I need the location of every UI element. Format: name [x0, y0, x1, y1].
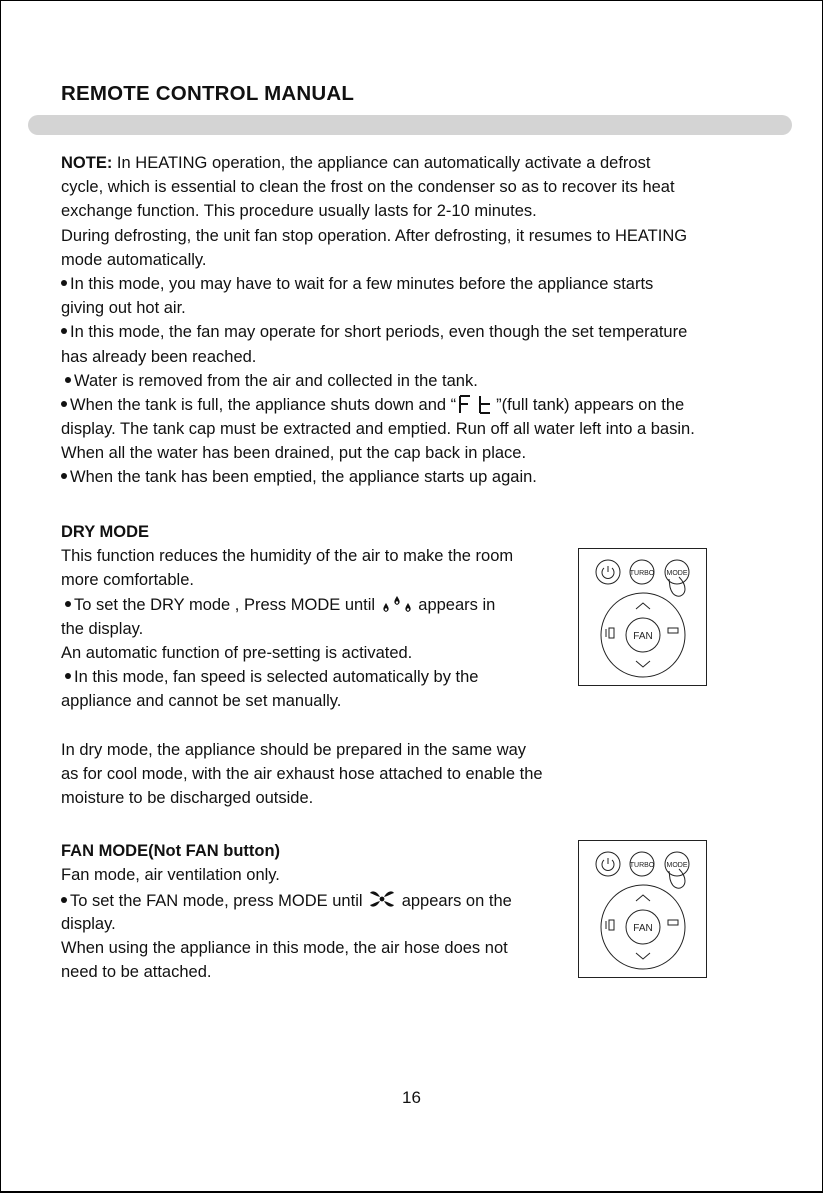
bullet-icon	[61, 401, 67, 407]
fan-icon	[367, 887, 397, 911]
page-title: REMOTE CONTROL MANUAL	[61, 82, 355, 105]
dry-bullet-1: To set the DRY mode , Press MODE until appears in	[61, 593, 543, 617]
bullet-icon	[65, 601, 71, 607]
dry-line-9: as for cool mode, with the air exhaust hose attached to enable the	[61, 764, 543, 783]
dry-line-1: This function reduces the humidity of the air to make the room	[61, 547, 514, 566]
note-line-5: mode automatically.	[61, 250, 207, 269]
fan-line-3: display.	[61, 914, 116, 933]
dry-line-2: more comfortable.	[61, 571, 194, 590]
bullet-icon	[65, 377, 71, 383]
dry-drops-icon	[380, 593, 414, 615]
note-line-7: giving out hot air.	[61, 299, 186, 318]
note-line-4: During defrosting, the unit fan stop operation. After defrosting, it resumes to HEATING	[61, 226, 688, 245]
dry-line-8: In dry mode, the appliance should be prepared in the same way	[61, 740, 527, 759]
note-bullet-3: Water is removed from the air and collected in the tank.	[61, 369, 695, 393]
dry-line-7: appliance and cannot be set manually.	[61, 692, 342, 711]
turbo-label: TURBO	[629, 570, 655, 577]
title-divider-bar	[28, 115, 792, 135]
fan-line-4: When using the appliance in this mode, the air hose does not	[61, 938, 508, 957]
page-number: 16	[402, 1088, 421, 1107]
dry-line-5: An automatic function of pre-setting is activated.	[61, 643, 413, 662]
bullet-icon	[65, 673, 71, 679]
note-line-13: When all the water has been drained, put the cap back in place.	[61, 444, 527, 463]
fan-mode-section	[61, 839, 512, 984]
dry-line-10: moisture to be discharged outside.	[61, 789, 314, 808]
note-bullet-1: In this mode, you may have to wait for a few minutes before the appliance starts	[61, 272, 695, 296]
dry-mode-heading: DRY MODE	[61, 523, 150, 541]
note-line-9: has already been reached.	[61, 347, 257, 366]
remote-panel-icon	[579, 841, 706, 977]
dry-spacer	[61, 714, 543, 738]
dry-line-4: the display.	[61, 619, 144, 638]
note-bullet-5: When the tank has been emptied, the appliance starts up again.	[61, 465, 695, 489]
turbo-label: TURBO	[629, 862, 655, 869]
bullet-icon	[61, 280, 67, 286]
fan-label: FAN	[633, 631, 653, 642]
fan-line-1: Fan mode, air ventilation only.	[61, 866, 280, 885]
mode-label: MODE	[666, 862, 688, 869]
note-line-1: NOTE: In HEATING operation, the appliance can automatically activate a defrost	[61, 154, 651, 172]
mode-label: MODE	[666, 570, 688, 577]
bullet-icon	[61, 897, 67, 903]
note-line-2: cycle, which is essential to clean the frost on the condenser so as to recover its heat	[61, 178, 675, 197]
bullet-icon	[61, 328, 67, 334]
remote-panel-icon	[579, 549, 706, 685]
remote-illustration-dry	[578, 548, 707, 686]
fan-mode-heading: FAN MODE(Not FAN button)	[61, 842, 281, 860]
fan-line-5: need to be attached.	[61, 962, 212, 981]
note-bullet-4: When the tank is full, the appliance shuts down and “ FT ”(full tank) appears on the	[61, 393, 695, 417]
note-section	[61, 151, 695, 490]
dry-mode-section	[61, 520, 543, 810]
ft-display-icon	[456, 393, 496, 415]
bullet-icon	[61, 473, 67, 479]
dry-bullet-2: In this mode, fan speed is selected automatically by the	[61, 665, 543, 689]
note-line-12: display. The tank cap must be extracted and emptied. Run off all water left into a basin.	[61, 420, 695, 439]
note-bullet-2: In this mode, the fan may operate for short periods, even though the set temperature	[61, 320, 695, 344]
fan-bullet-1: To set the FAN mode, press MODE until appears on the	[61, 887, 512, 911]
svg-text:FT: FT	[456, 392, 458, 394]
remote-illustration-fan	[578, 840, 707, 978]
note-label: NOTE:	[61, 154, 113, 172]
note-line-3: exchange function. This procedure usually lasts for 2-10 minutes.	[61, 202, 537, 221]
fan-label: FAN	[633, 923, 653, 934]
